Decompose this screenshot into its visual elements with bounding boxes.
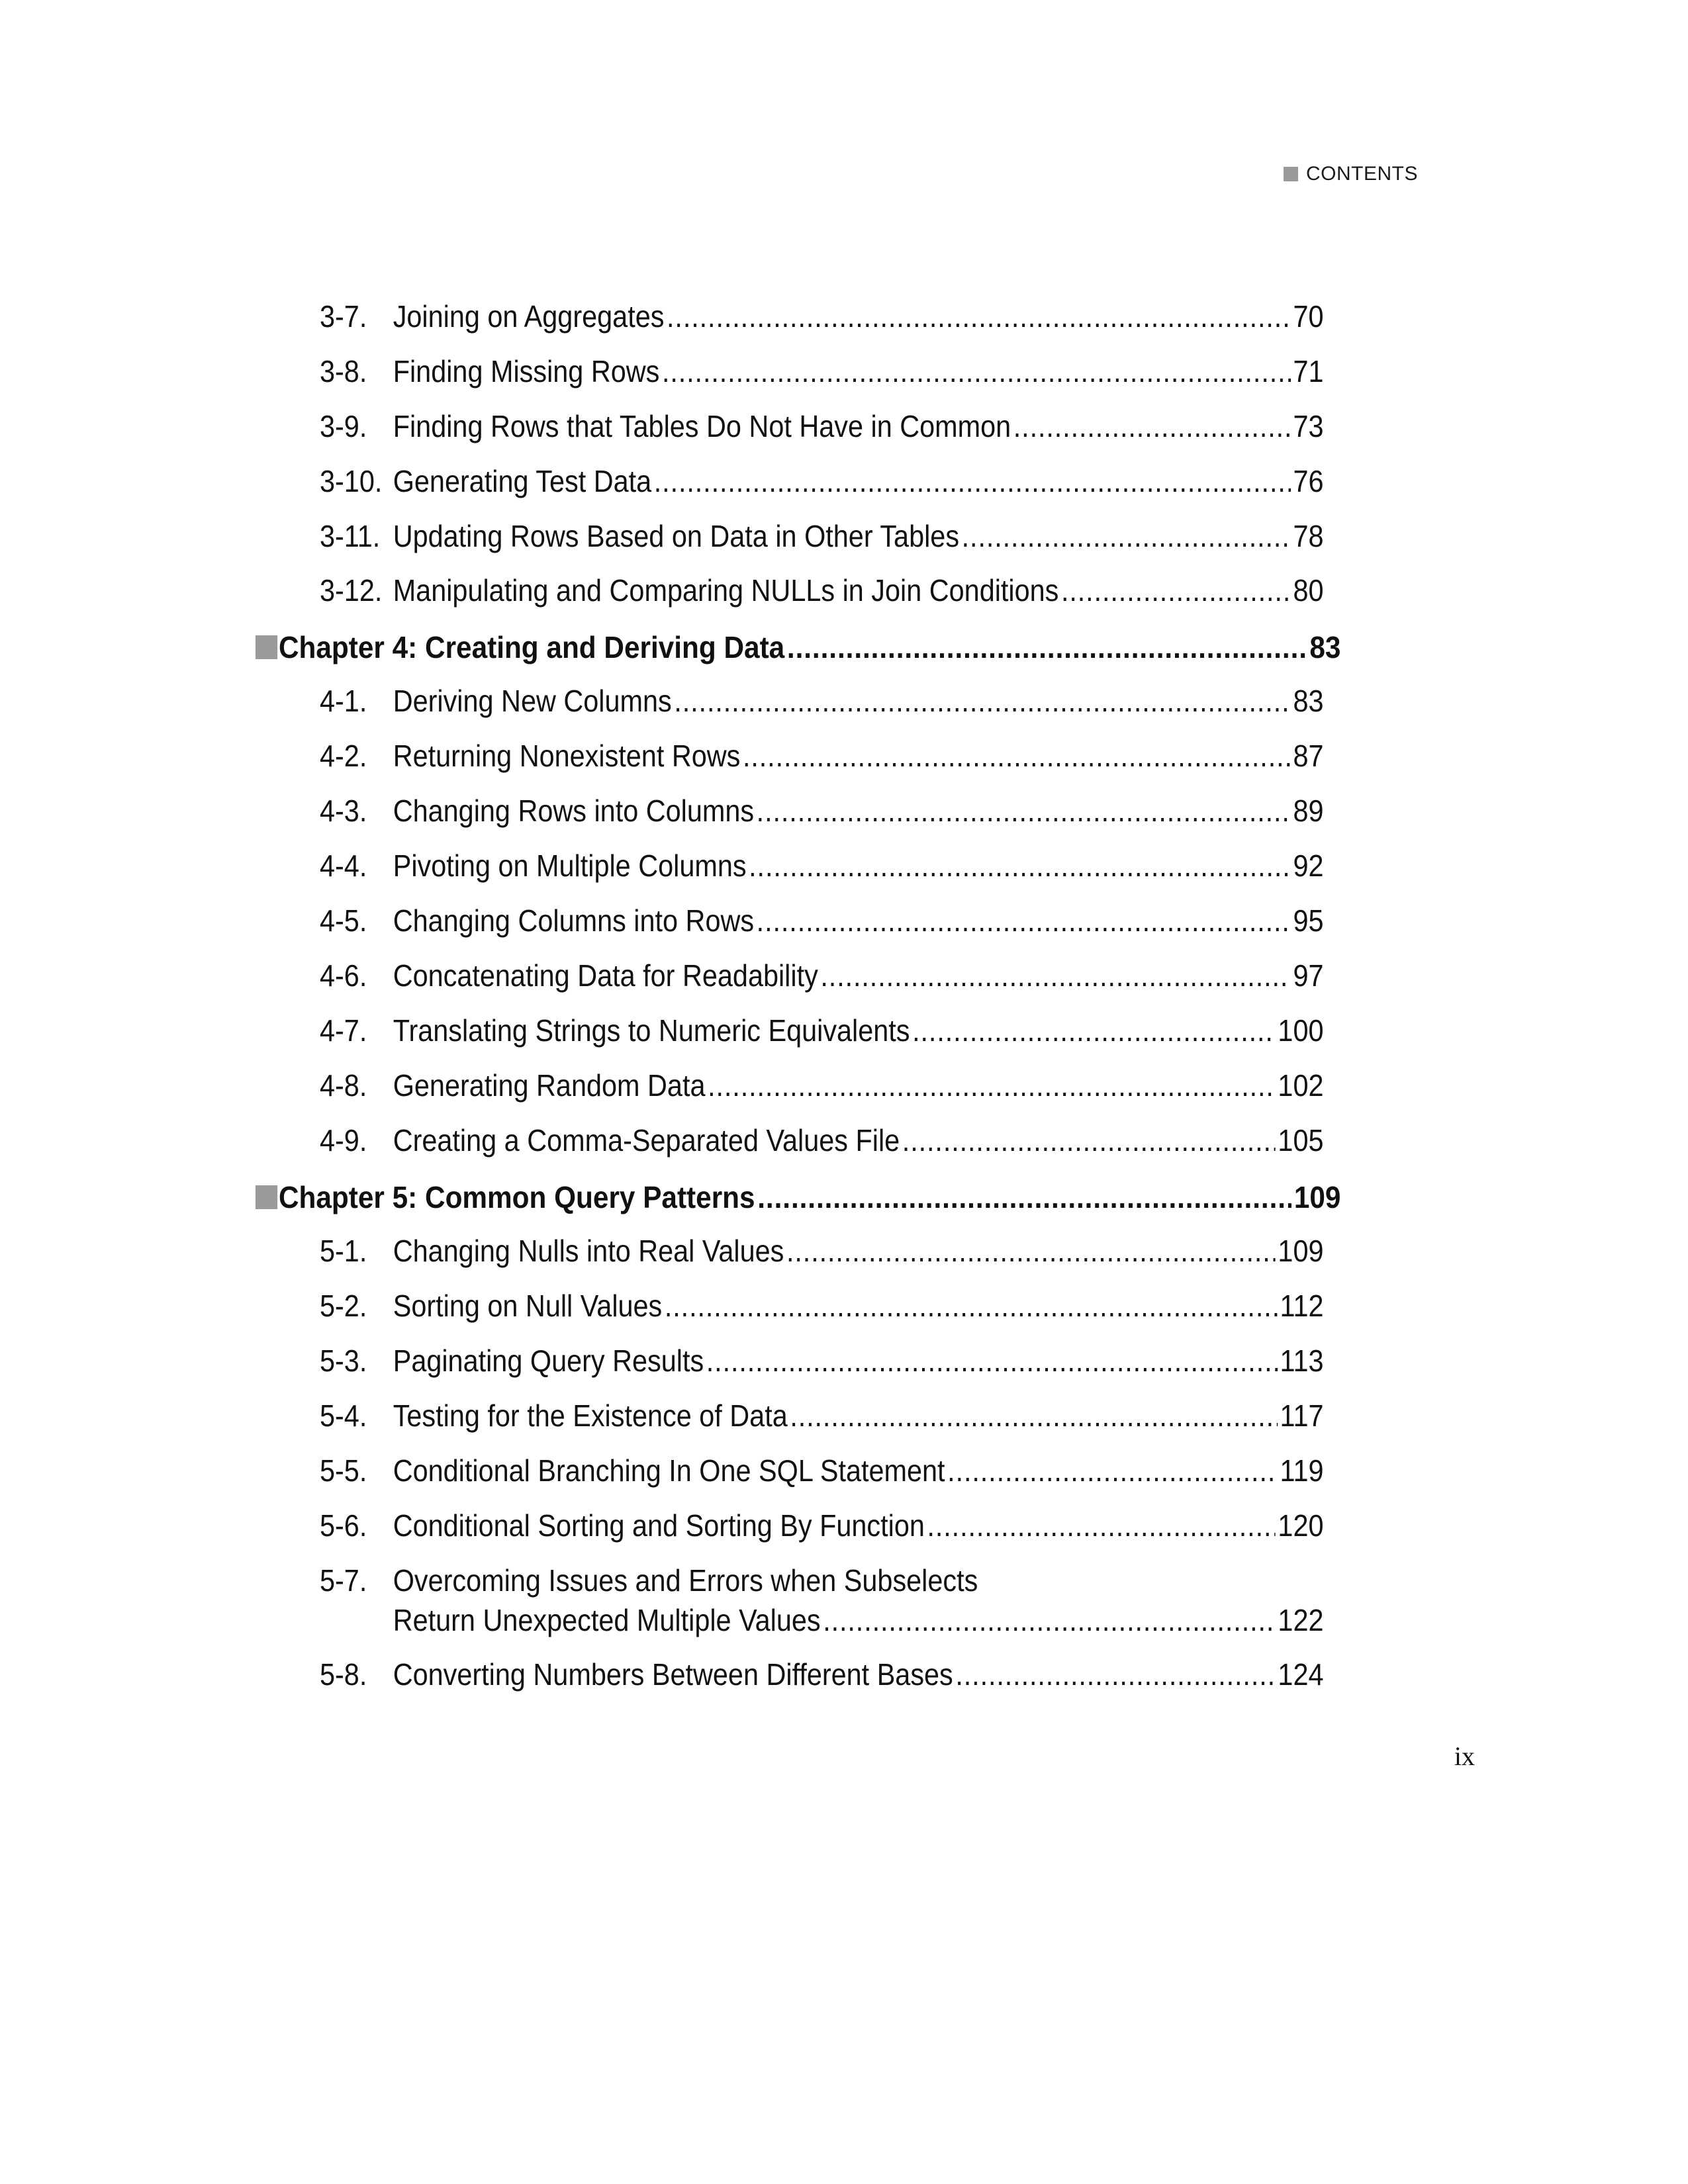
entry-number: 3-9. [320,409,367,443]
page-number: ix [1454,1741,1475,1771]
entry-title: Conditional Sorting and Sorting By Function [393,1508,925,1543]
dot-leader [947,1451,1278,1490]
dot-leader [962,516,1291,556]
toc-entry[interactable] [320,1231,1324,1271]
dot-leader [757,1177,1291,1217]
dot-leader [790,1396,1278,1435]
dot-leader [674,681,1290,721]
section-marker-icon [1284,167,1298,181]
entry-number: 5-1. [320,1234,367,1268]
entry-number: 4-3. [320,794,367,828]
entry-page: 120 [1278,1508,1324,1543]
toc-entry[interactable] [320,1396,1324,1435]
entry-page: 89 [1293,794,1324,828]
entry-title: Creating a Comma-Separated Values File [393,1123,900,1158]
dot-leader [820,956,1290,995]
entry-title: Changing Nulls into Real Values [393,1234,784,1268]
entry-page: 109 [1278,1234,1324,1268]
entry-title: Finding Missing Rows [393,354,660,388]
toc-entry[interactable] [320,351,1324,391]
entry-page: 71 [1293,354,1324,388]
entry-page: 117 [1280,1398,1324,1433]
toc-entry[interactable] [320,846,1324,886]
entry-title: Concatenating Data for Readability [393,958,818,993]
entry-title: Changing Rows into Columns [393,794,755,828]
entry-number: 3-10. [320,464,383,498]
entry-number: 5-3. [320,1343,367,1378]
chapter-marker-icon [256,635,277,659]
entry-number: 4-5. [320,903,367,938]
toc-entry[interactable] [320,736,1324,776]
entry-number: 5-7. [320,1563,367,1598]
toc-entry[interactable] [320,791,1324,831]
entry-number: 3-11. [320,519,381,553]
entry-number: 5-8. [320,1657,367,1692]
toc-entry[interactable] [320,406,1324,446]
entry-page: 76 [1293,464,1324,498]
dot-leader [902,1120,1276,1160]
entry-number: 5-4. [320,1398,367,1433]
entry-number: 5-5. [320,1453,367,1488]
entry-page: 83 [1293,684,1324,718]
toc-entry[interactable] [320,1286,1324,1326]
entry-number: 4-7. [320,1013,367,1048]
toc-entry[interactable] [320,1561,1324,1640]
entry-page: 102 [1278,1068,1324,1103]
entry-title: Translating Strings to Numeric Equivalents [393,1013,910,1048]
dot-leader [706,1341,1278,1381]
entry-page: 95 [1293,903,1324,938]
dot-leader [749,846,1291,886]
entry-title: Finding Rows that Tables Do Not Have in Common [393,409,1011,443]
entry-number: 5-6. [320,1508,367,1543]
entry-number: 3-8. [320,354,367,388]
chapter-marker-icon [256,1185,277,1209]
toc-entry[interactable] [320,1011,1324,1050]
entry-page: 87 [1293,739,1324,773]
running-header-label: CONTENTS [1306,163,1418,185]
entry-page: 124 [1278,1657,1324,1692]
chapter-page: 83 [1309,630,1341,664]
entry-number: 4-1. [320,684,367,718]
toc-entry[interactable] [320,956,1324,995]
entry-page: 80 [1293,573,1324,608]
entry-page: 113 [1280,1343,1324,1378]
entry-page: 73 [1293,409,1324,443]
entry-title: Paginating Query Results [393,1343,704,1378]
entry-number: 4-6. [320,958,367,993]
dot-leader [757,791,1291,831]
chapter-title: Chapter 4: Creating and Deriving Data [278,630,785,664]
entry-number: 3-12. [320,573,383,608]
entry-title: Returning Nonexistent Rows [393,739,741,773]
entry-number: 4-9. [320,1123,367,1158]
toc-entry[interactable] [320,681,1324,721]
dot-leader [787,627,1307,667]
entry-page: 119 [1280,1453,1324,1488]
dot-leader [786,1231,1276,1271]
toc-entry[interactable] [320,461,1324,501]
toc-chapter-4[interactable] [256,627,1340,667]
entry-page: 122 [1278,1603,1324,1637]
dot-leader [823,1600,1276,1640]
toc-entry[interactable] [320,516,1324,556]
entry-number: 5-2. [320,1289,367,1323]
dot-leader [667,296,1291,336]
entry-title: Changing Columns into Rows [393,903,755,938]
toc-entry[interactable] [320,1341,1324,1381]
entry-title: Converting Numbers Between Different Bases [393,1657,953,1692]
chapter-page: 109 [1293,1180,1341,1214]
entry-page: 92 [1293,848,1324,883]
entry-title: Conditional Branching In One SQL Statement [393,1453,945,1488]
dot-leader [927,1506,1275,1545]
toc-entry[interactable] [320,1120,1324,1160]
dot-leader [955,1655,1275,1694]
entry-title: Overcoming Issues and Errors when Subselects [393,1563,978,1598]
entry-page: 97 [1293,958,1324,993]
dot-leader [1013,406,1291,446]
chapter-title: Chapter 5: Common Query Patterns [278,1180,755,1214]
toc-entry[interactable] [320,1655,1324,1694]
dot-leader [708,1066,1276,1105]
dot-leader [743,736,1291,776]
entry-number: 4-2. [320,739,367,773]
entry-title: Joining on Aggregates [393,299,665,334]
entry-page: 100 [1278,1013,1324,1048]
dot-leader [1061,570,1291,610]
toc-entry[interactable] [320,296,1324,336]
entry-title: Pivoting on Multiple Columns [393,848,747,883]
entry-title: Generating Test Data [393,464,652,498]
entry-page: 70 [1293,299,1324,334]
entry-number: 4-4. [320,848,367,883]
entry-number: 3-7. [320,299,367,334]
toc-entry[interactable] [320,570,1324,610]
toc-entry[interactable] [320,1451,1324,1490]
toc-entry[interactable] [320,1066,1324,1105]
entry-page: 105 [1278,1123,1324,1158]
dot-leader [662,351,1291,391]
entry-title: Sorting on Null Values [393,1289,663,1323]
toc-entry[interactable] [320,1506,1324,1545]
entry-title: Generating Random Data [393,1068,706,1103]
entry-title: Deriving New Columns [393,684,672,718]
entry-title-continued: Return Unexpected Multiple Values [393,1603,821,1637]
dot-leader [912,1011,1276,1050]
running-header [1284,163,1418,185]
entry-number: 4-8. [320,1068,367,1103]
entry-title: Updating Rows Based on Data in Other Tables [393,519,960,553]
entry-page: 112 [1280,1289,1324,1323]
dot-leader [654,461,1291,501]
entry-page: 78 [1293,519,1324,553]
entry-title: Testing for the Existence of Data [393,1398,788,1433]
dot-leader [665,1286,1278,1326]
toc-chapter-5[interactable] [256,1177,1340,1217]
toc-entry[interactable] [320,901,1324,940]
dot-leader [757,901,1291,940]
entry-title: Manipulating and Comparing NULLs in Join Conditions [393,573,1059,608]
